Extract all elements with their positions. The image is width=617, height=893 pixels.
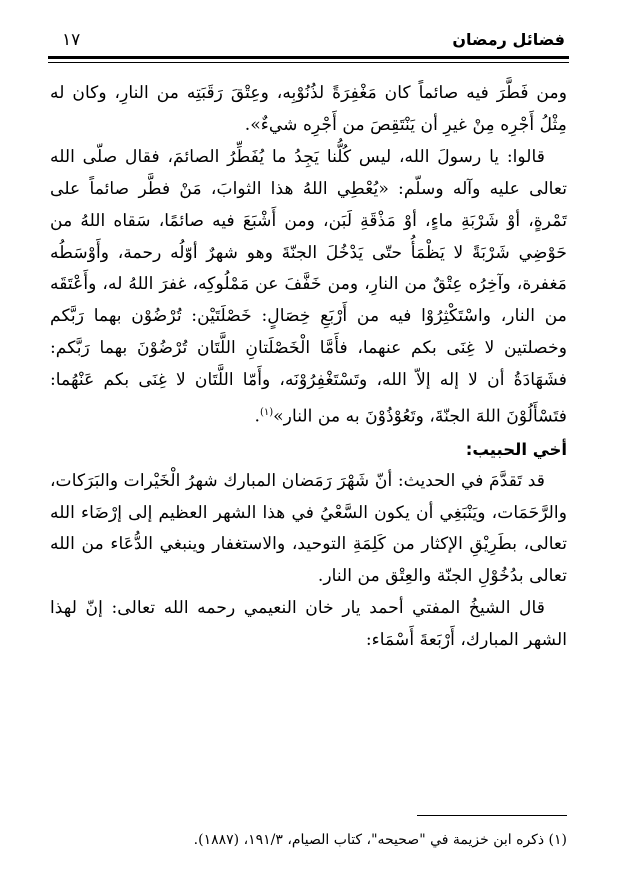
paragraph: ومن فَطَّرَ فيه صائماً كان مَغْفِرَةً لذُنُوْبِه، وعِتْقَ رَقَبَتِه من النارِ، وكان له مِثْلُ أَجْرِه مِنْ غيرِ أن يَنْتَقِصَ من أَجْرِه شيءٌ». bbox=[50, 83, 567, 135]
footnote-marker: (١) bbox=[259, 407, 274, 419]
header-title: فضائل رمضان bbox=[452, 30, 565, 49]
paragraph: قالوا: يا رسولَ الله، ليس كُلُّنا يَجِدُ ما يُفَطِّرُ الصائمَ، فقال صلّى الله تعالى عليه وآله وسلّم: «يُعْطِي اللهُ هذا الثوابَ، مَنْ فطَّر صائماً على تَمْرةٍ، أوْ شَرْبَةِ ماءٍ، أوْ مَذْقَةِ لَبَن، ومن أَشْبَعَ فيه صائمًا، سَقاه اللهُ من حَوْضِي شَرْبَةً لا يَظْمَأُ حتّى يَدْخُلَ الجنّةَ وهو شهرٌ أوّلُه رحمة، وأَوْسَطُه مَغفرة، وآخِرُه عِتْقٌ من النارِ، ومن خَفَّفَ عن مَمْلُوكِه، غفرَ اللهُ له، وأَعْتَقَه من النار، واسْتَكْثِرُوْا فيه من أَرْبَعِ خِصَالٍ: خَصْلَتَيْن: تُرْضُوْن بهما رَبَّكم وخصلتين لا غِنَى بكم عنهما، فأَمَّا الْخَصْلَتانِ اللَّتَان تُرْضُوْنَ بهما رَبَّكم: فشَهَادَةُ أن لا إله إلاّ الله، وتَسْتَغْفِرُوْنَه، وأَمّا اللَّتَان لا غِنَى بكم عَنْهُما: فتَسْأَلُوْنَ اللهَ الجنّةَ، وتَعُوْذُوْنَ به من النار»$^{(١)}$. bbox=[50, 146, 567, 427]
body-text bbox=[50, 78, 567, 657]
footnote-separator bbox=[417, 815, 567, 816]
paragraph: قال الشيخُ المفتي أحمد يار خان النعيمي رحمه الله تعالى: إنّ لهذا الشهر المبارك، أَرْبَعةَ أَسْمَاء: bbox=[50, 598, 567, 651]
header-rule-thin bbox=[48, 62, 569, 63]
paragraph: قد تَقدَّمَ في الحديث: أنّ شَهْرَ رَمَضان المبارك شهرُ الْخَيْرات والبَرَكات، والرَّحَمَات، ويَنْبَغِي أن يكون السَّعْيُ في هذا الشهر العظيم إلى إرْضَاء الله تعالى، بطَرِيْقِ الإكثار من كَلِمَةِ التوحيد، والاستغفار وينبغي الدُّعَاء من الله تعالى بدُخُوْلِ الجنّة والعِتْق من النار. bbox=[50, 470, 567, 587]
running-header bbox=[48, 20, 569, 58]
page-number: ١٧ bbox=[62, 30, 81, 50]
paragraph-text: قالوا: يا رسولَ الله، ليس كُلُّنا يَجِدُ ما يُفَطِّرُ الصائمَ، فقال صلّى الله تعالى عليه وآله وسلّم: «يُعْطِي اللهُ هذا الثوابَ، مَنْ فطَّر صائماً على تَمْرةٍ، أوْ شَرْبَةِ ماءٍ، أوْ مَذْقَةِ لَبَن، ومن أَشْبَعَ فيه صائمًا، سَقاه اللهُ من حَوْضِي شَرْبَةً لا يَظْمَأُ حتّى يَدْخُلَ الجنّةَ وهو شهرٌ أوّلُه رحمة، وأَوْسَطُه مَغفرة، وآخِرُه عِتْقٌ من النارِ، ومن خَفَّفَ عن مَمْلُوكِه، غفرَ اللهُ له، وأَعْتَقَه من النار، واسْتَكْثِرُوْا فيه من أَرْبَعِ خِصَالٍ: خَصْلَتَيْن: تُرْضُوْن بهما رَبَّكم وخصلتين لا غِنَى بكم عنهما، فأَمَّا الْخَصْلَتانِ اللَّتَان تُرْضُوْنَ بهما رَبَّكم: فشَهَادَةُ أن لا إله إلاّ الله، وتَسْتَغْفِرُوْنَه، وأَمّا اللَّتَان لا غِنَى بكم عَنْهُما: فتَسْأَلُوْنَ اللهَ الجنّةَ، وتَعُوْذُوْنَ به من النار» bbox=[50, 146, 567, 427]
section-heading: أخي الحبيب: bbox=[465, 439, 567, 459]
footnote: (١) ذكره ابن خزيمة في "صحيحه"، كتاب الصيام، ١٩١/٣، (١٨٨٧). bbox=[193, 832, 567, 848]
header-rule-thick bbox=[48, 56, 569, 59]
